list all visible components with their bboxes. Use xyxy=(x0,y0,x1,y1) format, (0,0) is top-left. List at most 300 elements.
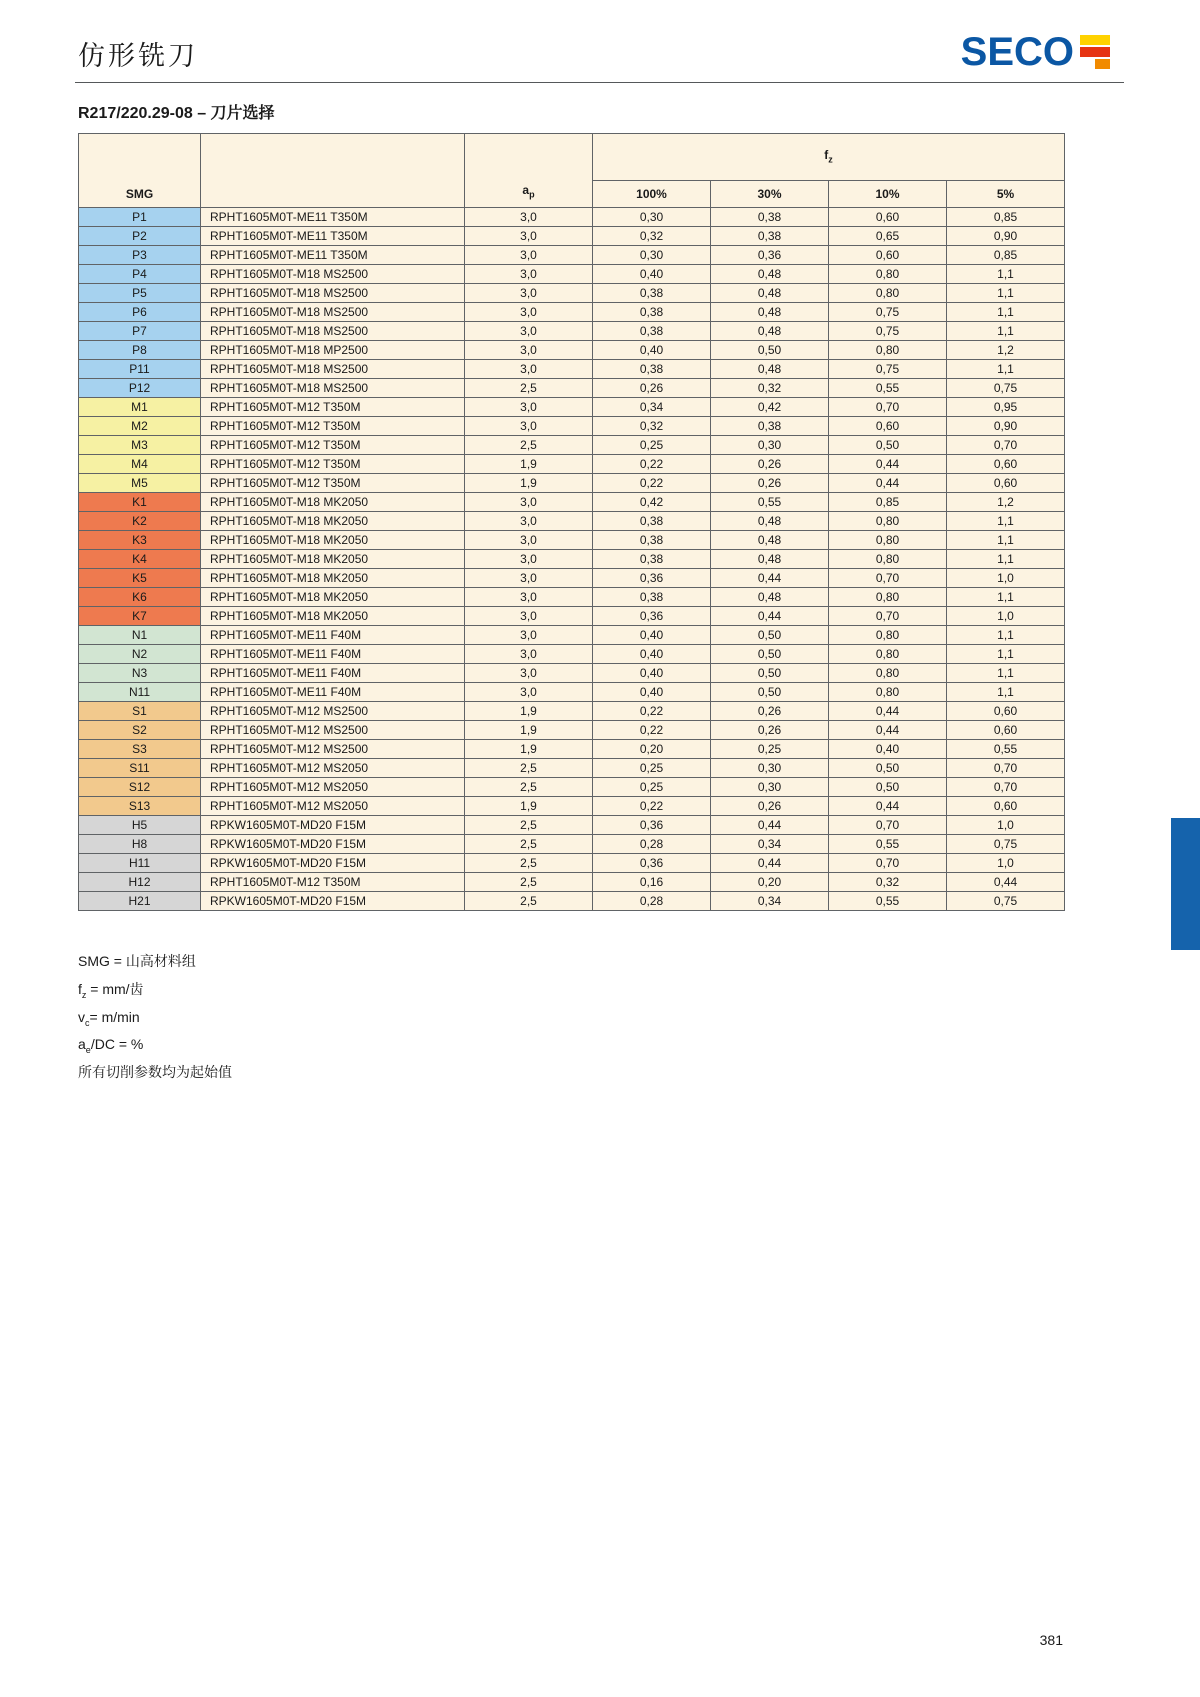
fz-100-cell: 0,34 xyxy=(593,398,711,417)
insert-designation-cell: RPHT1605M0T-M12 T350M xyxy=(201,873,465,892)
fz-30-cell: 0,34 xyxy=(711,835,829,854)
fz-5-cell: 0,90 xyxy=(947,227,1065,246)
insert-designation-cell: RPKW1605M0T-MD20 F15M xyxy=(201,854,465,873)
smg-cell: K6 xyxy=(79,588,201,607)
smg-cell: P2 xyxy=(79,227,201,246)
fz-30-cell: 0,50 xyxy=(711,683,829,702)
fz-5-cell: 1,1 xyxy=(947,645,1065,664)
table-body xyxy=(79,208,1065,911)
fz-group-header: $f_z$ xyxy=(593,134,1065,181)
fz-100-cell: 0,28 xyxy=(593,835,711,854)
fz-5-cell: 0,55 xyxy=(947,740,1065,759)
fz-30-cell: 0,48 xyxy=(711,512,829,531)
fz-10-cell: 0,80 xyxy=(829,588,947,607)
fz-100-cell: 0,22 xyxy=(593,721,711,740)
ap-cell: 1,9 xyxy=(465,721,593,740)
fz-30-cell: 0,30 xyxy=(711,778,829,797)
fz-100-cell: 0,40 xyxy=(593,664,711,683)
note-fz: $f_z = mm/$齿 xyxy=(78,980,144,1000)
insert-designation-cell: RPHT1605M0T-M18 MS2500 xyxy=(201,360,465,379)
smg-cell: K1 xyxy=(79,493,201,512)
fz-100-cell: 0,40 xyxy=(593,341,711,360)
fz-100-cell: 0,22 xyxy=(593,455,711,474)
fz-10-cell: 0,40 xyxy=(829,740,947,759)
insert-designation-cell: RPHT1605M0T-M18 MS2500 xyxy=(201,284,465,303)
table-row xyxy=(79,797,1065,816)
fz-10-cell: 0,80 xyxy=(829,341,947,360)
fz-5-cell: 0,95 xyxy=(947,398,1065,417)
fz-100-cell: 0,22 xyxy=(593,702,711,721)
fz-5-cell: 0,70 xyxy=(947,778,1065,797)
smg-cell: S2 xyxy=(79,721,201,740)
fz-10-cell: 0,32 xyxy=(829,873,947,892)
fz-30-cell: 0,42 xyxy=(711,398,829,417)
fz-5-cell: 1,1 xyxy=(947,303,1065,322)
fz-100-cell: 0,20 xyxy=(593,740,711,759)
fz-30-cell: 0,50 xyxy=(711,341,829,360)
fz-30-cell: 0,48 xyxy=(711,303,829,322)
table-row xyxy=(79,664,1065,683)
footnotes xyxy=(78,950,232,1089)
page-title: 仿形铣刀 xyxy=(78,41,198,72)
fz-5-cell: 1,2 xyxy=(947,341,1065,360)
fz-10-cell: 0,44 xyxy=(829,797,947,816)
fz-10-cell: 0,55 xyxy=(829,835,947,854)
insert-designation-cell: RPHT1605M0T-M18 MK2050 xyxy=(201,531,465,550)
table-row xyxy=(79,474,1065,493)
smg-cell: N1 xyxy=(79,626,201,645)
fz-5-cell: 0,75 xyxy=(947,892,1065,911)
insert-designation-cell: RPHT1605M0T-M12 T350M xyxy=(201,474,465,493)
insert-designation-cell: RPHT1605M0T-ME11 F40M xyxy=(201,664,465,683)
fz-30-cell: 0,26 xyxy=(711,721,829,740)
smg-cell: H5 xyxy=(79,816,201,835)
ap-cell: 3,0 xyxy=(465,645,593,664)
ap-cell: 3,0 xyxy=(465,265,593,284)
fz-10-cell: 0,80 xyxy=(829,626,947,645)
fz-5-cell: 1,0 xyxy=(947,569,1065,588)
ap-cell: 3,0 xyxy=(465,569,593,588)
fz-5-cell: 1,1 xyxy=(947,512,1065,531)
fz-100-cell: 0,25 xyxy=(593,759,711,778)
ap-cell: 3,0 xyxy=(465,683,593,702)
fz-30-cell: 0,36 xyxy=(711,246,829,265)
fz-100-cell: 0,36 xyxy=(593,607,711,626)
insert-designation-cell: RPHT1605M0T-ME11 F40M xyxy=(201,626,465,645)
ap-cell: 3,0 xyxy=(465,550,593,569)
table-header xyxy=(79,134,1065,208)
fz-30-cell: 0,25 xyxy=(711,740,829,759)
seco-logo xyxy=(960,30,1112,74)
fz-30-cell: 0,48 xyxy=(711,360,829,379)
fz-10-cell: 0,65 xyxy=(829,227,947,246)
ap-cell: 1,9 xyxy=(465,797,593,816)
table-row xyxy=(79,550,1065,569)
ap-cell: 3,0 xyxy=(465,341,593,360)
fz-100-cell: 0,38 xyxy=(593,322,711,341)
fz-30-cell: 0,26 xyxy=(711,702,829,721)
section-side-tab xyxy=(1171,818,1200,950)
table-row xyxy=(79,265,1065,284)
table-row xyxy=(79,227,1065,246)
fz-100-cell: 0,38 xyxy=(593,303,711,322)
fz-30-cell: 0,44 xyxy=(711,816,829,835)
smg-cell: S3 xyxy=(79,740,201,759)
ap-cell: 3,0 xyxy=(465,417,593,436)
ap-cell: 3,0 xyxy=(465,493,593,512)
fz-5-cell: 1,1 xyxy=(947,265,1065,284)
fz-30-cell: 0,30 xyxy=(711,759,829,778)
fz-30-cell: 0,48 xyxy=(711,284,829,303)
fz-5-header: 5% xyxy=(947,181,1065,208)
fz-100-cell: 0,32 xyxy=(593,417,711,436)
fz-10-cell: 0,70 xyxy=(829,854,947,873)
insert-designation-cell: RPHT1605M0T-M12 T350M xyxy=(201,436,465,455)
table-row xyxy=(79,436,1065,455)
smg-cell: K7 xyxy=(79,607,201,626)
fz-100-cell: 0,42 xyxy=(593,493,711,512)
ap-cell: 3,0 xyxy=(465,531,593,550)
fz-10-cell: 0,44 xyxy=(829,721,947,740)
smg-cell: N11 xyxy=(79,683,201,702)
table-row xyxy=(79,892,1065,911)
table-row xyxy=(79,322,1065,341)
fz-10-cell: 0,55 xyxy=(829,892,947,911)
table-row xyxy=(79,721,1065,740)
smg-cell: S1 xyxy=(79,702,201,721)
table-row xyxy=(79,702,1065,721)
fz-5-cell: 1,0 xyxy=(947,816,1065,835)
header-divider xyxy=(75,82,1124,83)
fz-100-cell: 0,40 xyxy=(593,626,711,645)
table-row xyxy=(79,360,1065,379)
table-row xyxy=(79,588,1065,607)
fz-5-cell: 1,0 xyxy=(947,607,1065,626)
ap-cell: 3,0 xyxy=(465,664,593,683)
insert-designation-cell: RPHT1605M0T-M18 MK2050 xyxy=(201,512,465,531)
table-row xyxy=(79,455,1065,474)
fz-10-cell: 0,60 xyxy=(829,208,947,227)
fz-5-cell: 1,1 xyxy=(947,550,1065,569)
fz-10-cell: 0,60 xyxy=(829,417,947,436)
ap-cell: 2,5 xyxy=(465,759,593,778)
fz-10-cell: 0,70 xyxy=(829,569,947,588)
fz-10-cell: 0,50 xyxy=(829,778,947,797)
fz-100-cell: 0,25 xyxy=(593,778,711,797)
fz-10-cell: 0,80 xyxy=(829,550,947,569)
fz-10-cell: 0,44 xyxy=(829,455,947,474)
fz-5-cell: 0,75 xyxy=(947,835,1065,854)
fz-30-cell: 0,48 xyxy=(711,531,829,550)
fz-100-cell: 0,30 xyxy=(593,246,711,265)
insert-designation-cell: RPHT1605M0T-M18 MS2500 xyxy=(201,322,465,341)
fz-5-cell: 1,2 xyxy=(947,493,1065,512)
table-row xyxy=(79,854,1065,873)
fz-100-cell: 0,25 xyxy=(593,436,711,455)
ap-cell: 1,9 xyxy=(465,455,593,474)
fz-5-cell: 1,1 xyxy=(947,531,1065,550)
fz-10-cell: 0,80 xyxy=(829,683,947,702)
table-row xyxy=(79,531,1065,550)
fz-10-cell: 0,70 xyxy=(829,816,947,835)
fz-100-cell: 0,30 xyxy=(593,208,711,227)
insert-designation-cell: RPHT1605M0T-M12 MS2050 xyxy=(201,778,465,797)
insert-designation-cell: RPHT1605M0T-M18 MK2050 xyxy=(201,493,465,512)
table-row xyxy=(79,493,1065,512)
smg-cell: M5 xyxy=(79,474,201,493)
ap-cell: 3,0 xyxy=(465,246,593,265)
fz-10-cell: 0,80 xyxy=(829,664,947,683)
fz-5-cell: 0,85 xyxy=(947,208,1065,227)
insert-designation-cell: RPHT1605M0T-M12 MS2500 xyxy=(201,721,465,740)
table-row xyxy=(79,512,1065,531)
smg-cell: M4 xyxy=(79,455,201,474)
fz-100-cell: 0,26 xyxy=(593,379,711,398)
ap-cell: 2,5 xyxy=(465,873,593,892)
fz-10-cell: 0,80 xyxy=(829,512,947,531)
fz-30-cell: 0,30 xyxy=(711,436,829,455)
insert-designation-cell: RPHT1605M0T-M12 MS2050 xyxy=(201,797,465,816)
insert-selection-table xyxy=(78,133,1065,911)
seco-logo-mark-icon xyxy=(1080,33,1112,71)
fz-100-cell: 0,16 xyxy=(593,873,711,892)
smg-cell: K3 xyxy=(79,531,201,550)
fz-30-cell: 0,50 xyxy=(711,645,829,664)
fz-5-cell: 0,60 xyxy=(947,721,1065,740)
page-number: 381 xyxy=(1039,1632,1063,1648)
ap-cell: 3,0 xyxy=(465,227,593,246)
insert-designation-cell: RPHT1605M0T-M18 MS2500 xyxy=(201,265,465,284)
smg-cell: N3 xyxy=(79,664,201,683)
fz-10-cell: 0,44 xyxy=(829,702,947,721)
smg-cell: P7 xyxy=(79,322,201,341)
logo-orange-bar xyxy=(1095,59,1110,69)
smg-cell: S13 xyxy=(79,797,201,816)
fz-100-cell: 0,36 xyxy=(593,816,711,835)
smg-cell: K4 xyxy=(79,550,201,569)
fz-5-cell: 1,1 xyxy=(947,683,1065,702)
fz-100-cell: 0,22 xyxy=(593,474,711,493)
fz-100-cell: 0,32 xyxy=(593,227,711,246)
fz-100-cell: 0,38 xyxy=(593,284,711,303)
insert-designation-cell: RPHT1605M0T-M18 MS2500 xyxy=(201,379,465,398)
smg-cell: M2 xyxy=(79,417,201,436)
smg-cell: K2 xyxy=(79,512,201,531)
ap-cell: 3,0 xyxy=(465,588,593,607)
fz-5-cell: 0,60 xyxy=(947,702,1065,721)
fz-5-cell: 1,1 xyxy=(947,322,1065,341)
fz-100-cell: 0,40 xyxy=(593,265,711,284)
fz-30-cell: 0,38 xyxy=(711,417,829,436)
ap-cell: 1,9 xyxy=(465,474,593,493)
smg-cell: P11 xyxy=(79,360,201,379)
fz-30-cell: 0,55 xyxy=(711,493,829,512)
fz-5-cell: 0,90 xyxy=(947,417,1065,436)
table-row xyxy=(79,626,1065,645)
table-row xyxy=(79,645,1065,664)
fz-30-cell: 0,26 xyxy=(711,474,829,493)
smg-column-header: SMG xyxy=(79,134,201,208)
table-row xyxy=(79,607,1065,626)
insert-designation-cell: RPHT1605M0T-M12 T350M xyxy=(201,398,465,417)
ap-cell: 2,5 xyxy=(465,436,593,455)
fz-5-cell: 1,1 xyxy=(947,284,1065,303)
insert-designation-cell: RPHT1605M0T-ME11 F40M xyxy=(201,645,465,664)
fz-30-cell: 0,26 xyxy=(711,797,829,816)
smg-cell: P8 xyxy=(79,341,201,360)
fz-100-cell: 0,28 xyxy=(593,892,711,911)
ap-cell: 3,0 xyxy=(465,360,593,379)
fz-30-cell: 0,44 xyxy=(711,854,829,873)
fz-5-cell: 0,44 xyxy=(947,873,1065,892)
fz-5-cell: 1,1 xyxy=(947,360,1065,379)
ap-cell: 3,0 xyxy=(465,626,593,645)
ap-cell: 2,5 xyxy=(465,379,593,398)
fz-10-cell: 0,75 xyxy=(829,303,947,322)
insert-designation-cell: RPHT1605M0T-M12 MS2500 xyxy=(201,740,465,759)
fz-30-cell: 0,50 xyxy=(711,664,829,683)
ap-cell: 3,0 xyxy=(465,303,593,322)
insert-designation-cell: RPHT1605M0T-ME11 T350M xyxy=(201,227,465,246)
table-row xyxy=(79,778,1065,797)
fz-30-cell: 0,48 xyxy=(711,588,829,607)
fz-100-cell: 0,22 xyxy=(593,797,711,816)
fz-30-cell: 0,48 xyxy=(711,322,829,341)
fz-100-header: 100% xyxy=(593,181,711,208)
ap-cell: 3,0 xyxy=(465,512,593,531)
fz-30-cell: 0,38 xyxy=(711,208,829,227)
smg-cell: H8 xyxy=(79,835,201,854)
fz-5-cell: 0,70 xyxy=(947,436,1065,455)
insert-designation-cell: RPHT1605M0T-ME11 F40M xyxy=(201,683,465,702)
table-row xyxy=(79,246,1065,265)
fz-10-cell: 0,80 xyxy=(829,531,947,550)
fz-100-cell: 0,40 xyxy=(593,645,711,664)
fz-100-cell: 0,38 xyxy=(593,512,711,531)
insert-designation-cell: RPKW1605M0T-MD20 F15M xyxy=(201,835,465,854)
fz-30-cell: 0,44 xyxy=(711,607,829,626)
ap-cell: 2,5 xyxy=(465,892,593,911)
ap-cell: 2,5 xyxy=(465,835,593,854)
insert-designation-cell: RPHT1605M0T-M12 T350M xyxy=(201,455,465,474)
table-row xyxy=(79,417,1065,436)
smg-cell: N2 xyxy=(79,645,201,664)
fz-10-cell: 0,75 xyxy=(829,322,947,341)
fz-10-cell: 0,80 xyxy=(829,284,947,303)
insert-designation-cell: RPHT1605M0T-M18 MK2050 xyxy=(201,607,465,626)
ap-cell: 2,5 xyxy=(465,816,593,835)
fz-100-cell: 0,38 xyxy=(593,531,711,550)
smg-cell: P6 xyxy=(79,303,201,322)
smg-cell: S12 xyxy=(79,778,201,797)
fz-10-cell: 0,70 xyxy=(829,607,947,626)
fz-10-cell: 0,50 xyxy=(829,759,947,778)
fz-5-cell: 1,1 xyxy=(947,626,1065,645)
fz-10-cell: 0,55 xyxy=(829,379,947,398)
fz-5-cell: 1,1 xyxy=(947,664,1065,683)
fz-30-cell: 0,20 xyxy=(711,873,829,892)
insert-designation-cell: RPKW1605M0T-MD20 F15M xyxy=(201,892,465,911)
fz-10-header: 10% xyxy=(829,181,947,208)
fz-10-cell: 0,80 xyxy=(829,645,947,664)
fz-100-cell: 0,40 xyxy=(593,683,711,702)
insert-designation-cell: RPHT1605M0T-M12 MS2500 xyxy=(201,702,465,721)
smg-cell: S11 xyxy=(79,759,201,778)
fz-30-cell: 0,50 xyxy=(711,626,829,645)
fz-30-cell: 0,44 xyxy=(711,569,829,588)
ap-cell: 1,9 xyxy=(465,702,593,721)
insert-designation-cell: RPHT1605M0T-M18 MS2500 xyxy=(201,303,465,322)
fz-10-cell: 0,44 xyxy=(829,474,947,493)
ap-cell: 2,5 xyxy=(465,778,593,797)
insert-designation-cell: RPHT1605M0T-M18 MK2050 xyxy=(201,588,465,607)
insert-designation-cell: RPHT1605M0T-ME11 T350M xyxy=(201,246,465,265)
ap-cell: 3,0 xyxy=(465,322,593,341)
insert-designation-cell: RPHT1605M0T-M18 MP2500 xyxy=(201,341,465,360)
logo-red-bar xyxy=(1080,47,1110,57)
fz-5-cell: 0,70 xyxy=(947,759,1065,778)
smg-cell: H21 xyxy=(79,892,201,911)
smg-cell: M1 xyxy=(79,398,201,417)
fz-100-cell: 0,38 xyxy=(593,588,711,607)
fz-10-cell: 0,85 xyxy=(829,493,947,512)
table-row xyxy=(79,398,1065,417)
fz-30-cell: 0,38 xyxy=(711,227,829,246)
table-row xyxy=(79,208,1065,227)
note-starting-values: 所有切削参数均为起始值 xyxy=(78,1064,232,1081)
fz-30-cell: 0,48 xyxy=(711,550,829,569)
table-row xyxy=(79,873,1065,892)
ap-cell: 3,0 xyxy=(465,284,593,303)
fz-5-cell: 0,85 xyxy=(947,246,1065,265)
fz-5-cell: 0,60 xyxy=(947,455,1065,474)
note-vc: $v_c= m/\min$ xyxy=(78,1008,140,1028)
smg-cell: P4 xyxy=(79,265,201,284)
smg-cell: M3 xyxy=(79,436,201,455)
fz-5-cell: 0,60 xyxy=(947,797,1065,816)
ap-cell: 3,0 xyxy=(465,208,593,227)
table-row xyxy=(79,569,1065,588)
fz-30-cell: 0,48 xyxy=(711,265,829,284)
insert-column-header xyxy=(201,134,465,208)
ap-cell: 3,0 xyxy=(465,607,593,626)
fz-5-cell: 0,60 xyxy=(947,474,1065,493)
seco-logo-text: SECO xyxy=(960,30,1074,74)
fz-10-cell: 0,80 xyxy=(829,265,947,284)
note-smg: SMG = 山高材料组 xyxy=(78,953,196,969)
fz-10-cell: 0,75 xyxy=(829,360,947,379)
insert-designation-cell: RPHT1605M0T-M18 MK2050 xyxy=(201,569,465,588)
fz-10-cell: 0,50 xyxy=(829,436,947,455)
table-row xyxy=(79,341,1065,360)
ap-cell: 1,9 xyxy=(465,740,593,759)
smg-cell: H11 xyxy=(79,854,201,873)
insert-designation-cell: RPKW1605M0T-MD20 F15M xyxy=(201,816,465,835)
table-row xyxy=(79,379,1065,398)
table-row xyxy=(79,284,1065,303)
ap-cell: 3,0 xyxy=(465,398,593,417)
table-row xyxy=(79,759,1065,778)
table-row xyxy=(79,683,1065,702)
table-row xyxy=(79,835,1065,854)
fz-5-cell: 1,0 xyxy=(947,854,1065,873)
smg-cell: H12 xyxy=(79,873,201,892)
section-heading: R217/220.29-08 – 刀片选择 xyxy=(78,105,275,122)
fz-100-cell: 0,36 xyxy=(593,569,711,588)
fz-30-cell: 0,26 xyxy=(711,455,829,474)
insert-designation-cell: RPHT1605M0T-M12 T350M xyxy=(201,417,465,436)
fz-10-cell: 0,60 xyxy=(829,246,947,265)
